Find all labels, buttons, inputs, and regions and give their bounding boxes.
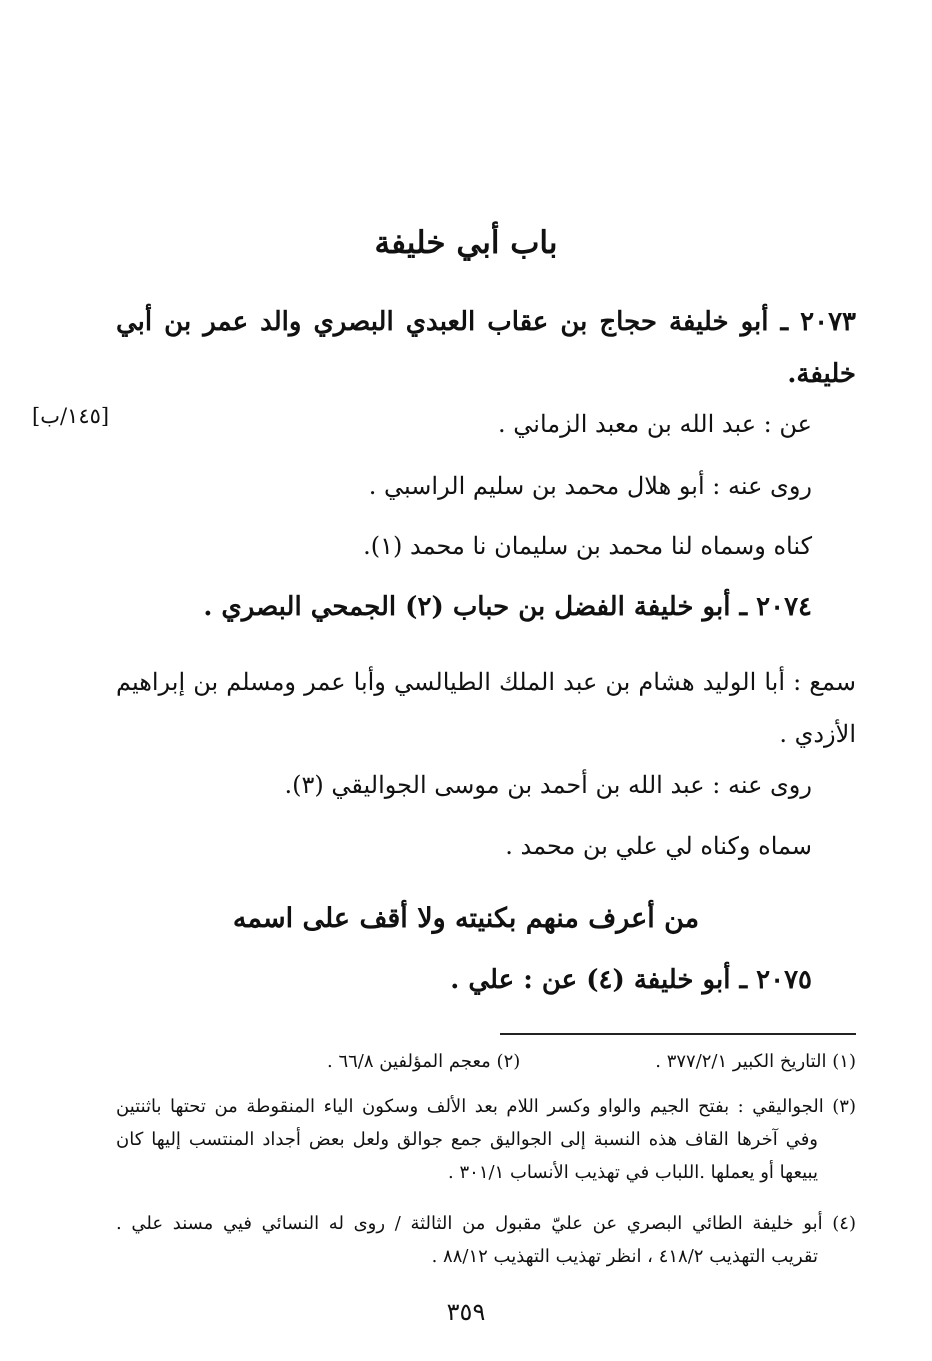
entry-2074-samia bbox=[116, 656, 856, 760]
footnote-4 bbox=[116, 1207, 856, 1273]
entry-2074-samia-line1: سمع : أبا الوليد هشام بن عبد الملك الطيالسي وأبا عمر ومسلم بن إبراهيم bbox=[116, 668, 856, 696]
footnote-2: (٢) معجم المؤلفين ٦٦/٨ . bbox=[327, 1051, 521, 1072]
footnote-3-line2: وفي آخرها القاف هذه النسبة إلى الجواليق جمع جوالق ولعل بعض أجداد المنتسب إليها كان bbox=[116, 1129, 818, 1150]
page-number: ٣٥٩ bbox=[446, 1298, 486, 1326]
footnote-1: (١) التاريخ الكبير ٣٧٧/٢/١ . bbox=[655, 1051, 856, 1072]
entry-2073-rawa: روى عنه : أبو هلال محمد بن سليم الراسبي . bbox=[368, 472, 812, 500]
entry-2074-samia-line2: الأزدي . bbox=[779, 720, 856, 748]
entry-2074-heading: ٢٠٧٤ ـ أبو خليفة الفضل بن حباب (٢) الجمحي البصري . bbox=[203, 592, 812, 622]
entry-2074-rawa: روى عنه : عبد الله بن أحمد بن موسى الجواليقي (٣). bbox=[284, 771, 812, 799]
footnote-3-line1: (٣) الجواليقي : بفتح الجيم والواو وكسر اللام بعد الألف وسكون الياء المنقوطة من تحتها باثنتين bbox=[116, 1096, 856, 1117]
entry-2073-an: عن : عبد الله بن معبد الزماني . bbox=[498, 410, 812, 438]
chapter-title: باب أبي خليفة bbox=[374, 225, 558, 261]
entry-2073-kunya: كناه وسماه لنا محمد بن سليمان نا محمد (١). bbox=[363, 532, 812, 560]
entry-2073-line2: خليفة. bbox=[787, 359, 856, 389]
footnote-3-line3: يبيعها أو يعملها .اللباب في تهذيب الأنساب ٣٠١/١ . bbox=[448, 1162, 818, 1183]
footnote-3 bbox=[116, 1090, 856, 1189]
entry-2075: ٢٠٧٥ ـ أبو خليفة (٤) عن : علي . bbox=[450, 965, 812, 995]
footnote-separator bbox=[500, 1033, 856, 1035]
entry-2074-sammahu: سماه وكناه لي علي بن محمد . bbox=[505, 832, 812, 860]
footnote-row-1 bbox=[116, 1045, 856, 1078]
footnote-4-line2: تقريب التهذيب ٤١٨/٢ ، انظر تهذيب التهذيب ٨٨/١٢ . bbox=[431, 1246, 818, 1267]
footnote-4-line1: (٤) أبو خليفة الطائي البصري عن عليّ مقبول من الثالثة / روى له النسائي فيي مسند علي . bbox=[116, 1213, 856, 1234]
margin-reference: [١٤٥/ب] bbox=[32, 404, 110, 428]
entry-2073-line1: ٢٠٧٣ ـ أبو خليفة حجاج بن عقاب العبدي البصري والد عمر بن أبي bbox=[116, 307, 856, 337]
entry-2073-heading bbox=[116, 296, 856, 400]
section-heading: من أعرف منهم بكنيته ولا أقف على اسمه bbox=[232, 903, 700, 934]
